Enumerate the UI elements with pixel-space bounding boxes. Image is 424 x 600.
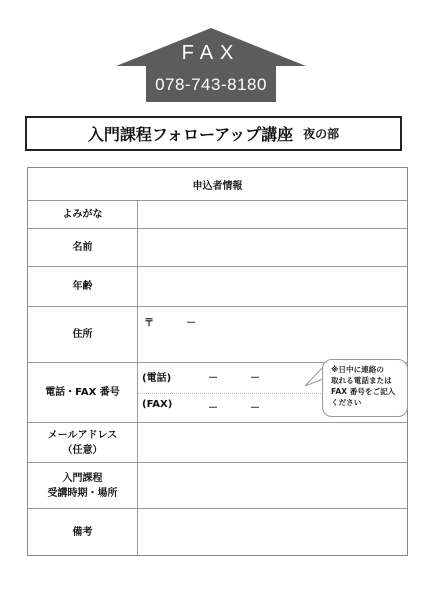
age-input[interactable] <box>138 267 407 306</box>
note-line: FAX 番号をご記入 <box>331 387 396 396</box>
age-row <box>28 266 407 306</box>
fax-dash-1: － <box>208 403 218 414</box>
notes-row <box>28 508 407 555</box>
name-label: 名前 <box>28 229 138 266</box>
page-title: 入門課程フォローアップ講座 <box>87 125 294 144</box>
page-subtitle: 夜の部 <box>303 127 340 141</box>
furigana-label: よみがな <box>28 201 138 228</box>
title-box <box>25 116 402 151</box>
furigana-row <box>28 200 407 228</box>
fax-dash-2: － <box>250 403 260 414</box>
address-label: 住所 <box>28 307 138 362</box>
notes-input[interactable] <box>138 509 407 555</box>
note-line: ※日中に連絡の <box>331 365 384 374</box>
name-row <box>28 228 407 266</box>
postal-dash: － <box>186 318 196 329</box>
email-input[interactable] <box>138 423 407 462</box>
note-line: 取れる電話または <box>331 376 392 385</box>
phone-label: (電話) <box>142 373 172 384</box>
email-label-optional: （任意） <box>62 444 103 456</box>
fax-number: 078-743-8180 <box>155 75 267 94</box>
fax-label: FAX <box>181 42 241 64</box>
phone-dash-1: － <box>208 373 218 384</box>
form-header-row <box>28 168 407 200</box>
phone-dash-2: － <box>250 373 260 384</box>
age-label: 年齢 <box>28 267 138 306</box>
course-label-detail: 受講時期・場所 <box>47 487 118 499</box>
form-header: 申込者情報 <box>192 180 243 192</box>
email-label-main: メールアドレス <box>47 429 118 441</box>
note-line: ください <box>331 398 362 407</box>
email-label <box>28 423 138 462</box>
fax-field-label: (FAX) <box>142 399 173 410</box>
furigana-input[interactable] <box>138 201 407 228</box>
notes-label: 備考 <box>28 509 138 555</box>
name-input[interactable] <box>138 229 407 266</box>
course-input[interactable] <box>138 463 407 508</box>
course-label-main: 入門課程 <box>62 472 103 484</box>
contact-note-bubble <box>322 359 408 417</box>
course-label <box>28 463 138 508</box>
postal-mark: 〒 <box>144 318 154 329</box>
address-input[interactable] <box>138 307 407 362</box>
email-row <box>28 422 407 462</box>
phone-fax-label: 電話・FAX 番号 <box>28 363 138 422</box>
address-row <box>28 306 407 362</box>
course-row <box>28 462 407 508</box>
